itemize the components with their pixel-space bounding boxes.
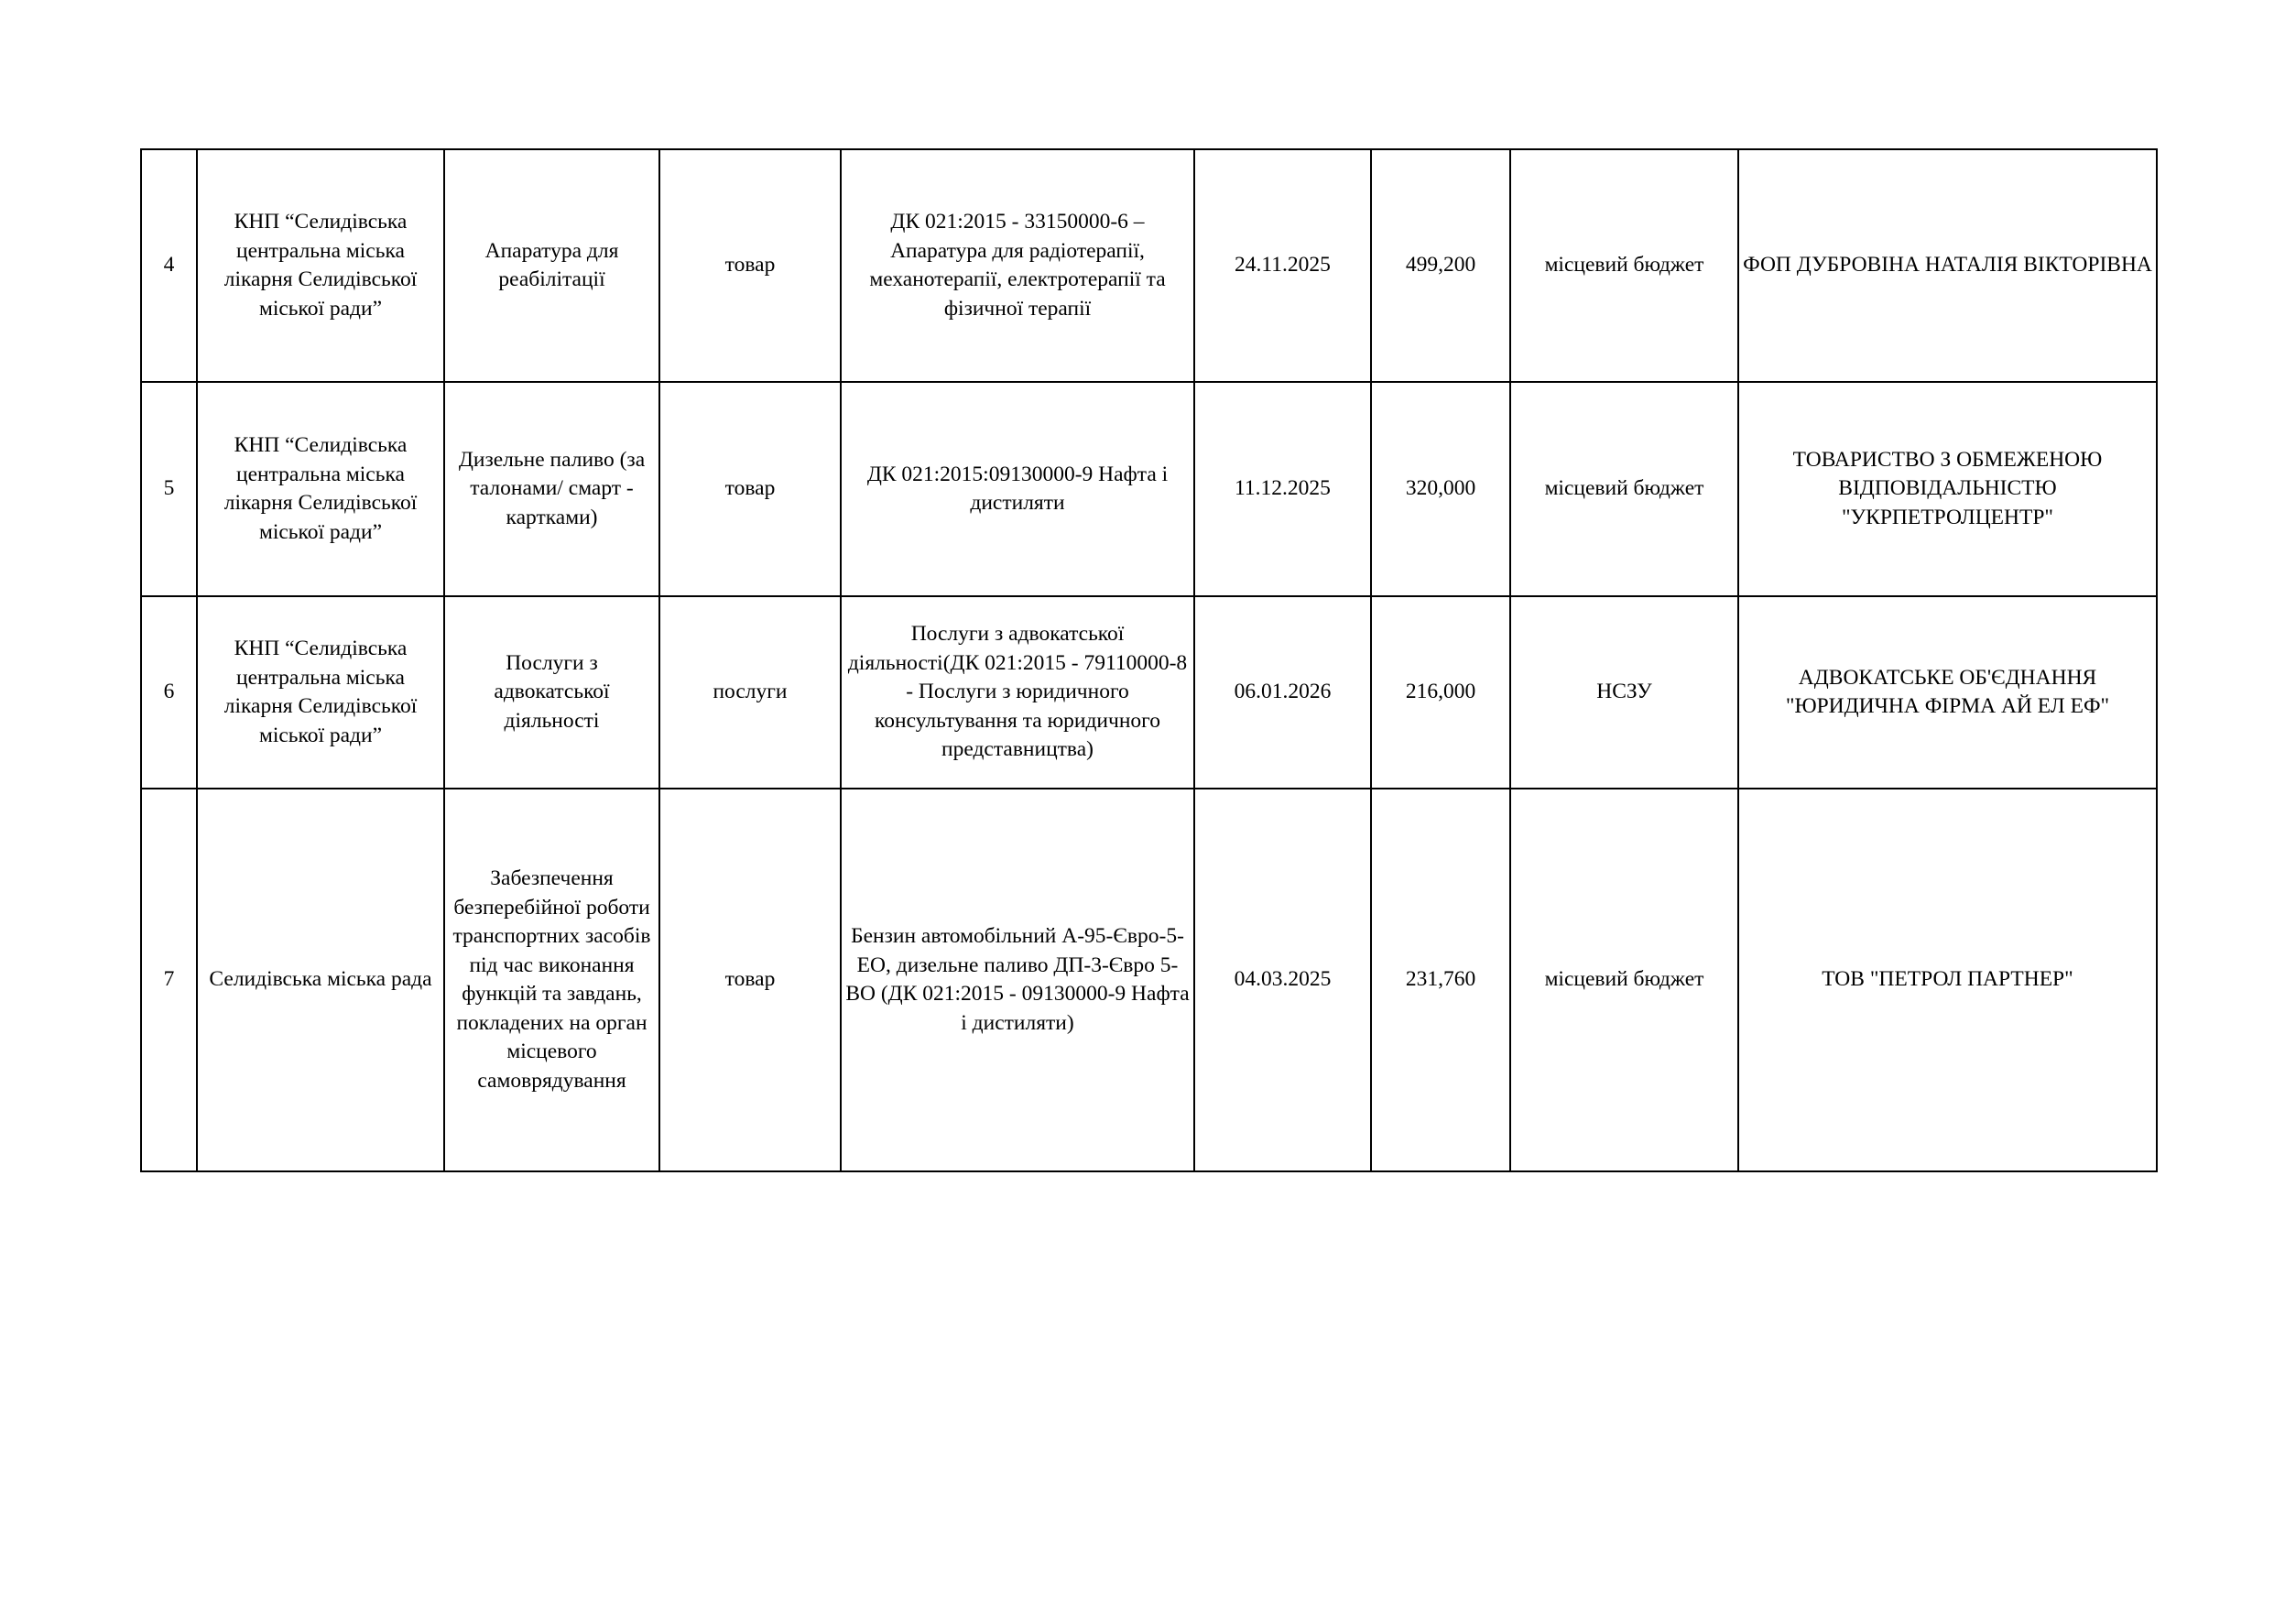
customer-cell: КНП “Селидівська центральна міська лікарня Селидівської міської ради” xyxy=(197,382,444,596)
procurement-type-cell: послуги xyxy=(659,596,841,789)
supplier-cell: ФОП ДУБРОВІНА НАТАЛІЯ ВІКТОРІВНА xyxy=(1738,149,2157,382)
customer-cell: КНП “Селидівська центральна міська лікарня Селидівської міської ради” xyxy=(197,596,444,789)
row-number: 6 xyxy=(141,596,197,789)
funding-source-cell: місцевий бюджет xyxy=(1510,149,1738,382)
date-cell: 06.01.2026 xyxy=(1194,596,1371,789)
table-row xyxy=(141,596,2157,789)
classification-code-cell: ДК 021:2015 - 33150000-6 – Апаратура для радіотерапії, механотерапії, електротерапії та фізичної терапії xyxy=(841,149,1194,382)
subject-cell: Послуги з адвокатської діяльності xyxy=(444,596,659,789)
date-cell: 24.11.2025 xyxy=(1194,149,1371,382)
customer-cell: КНП “Селидівська центральна міська лікарня Селидівської міської ради” xyxy=(197,149,444,382)
row-number: 4 xyxy=(141,149,197,382)
amount-cell: 216,000 xyxy=(1371,596,1510,789)
funding-source-cell: місцевий бюджет xyxy=(1510,382,1738,596)
procurement-table xyxy=(140,148,2158,1172)
supplier-cell: ТОВ "ПЕТРОЛ ПАРТНЕР" xyxy=(1738,789,2157,1171)
subject-cell: Дизельне паливо (за талонами/ смарт - картками) xyxy=(444,382,659,596)
funding-source-cell: НСЗУ xyxy=(1510,596,1738,789)
amount-cell: 499,200 xyxy=(1371,149,1510,382)
amount-cell: 320,000 xyxy=(1371,382,1510,596)
customer-cell: Селидівська міська рада xyxy=(197,789,444,1171)
amount-cell: 231,760 xyxy=(1371,789,1510,1171)
date-cell: 11.12.2025 xyxy=(1194,382,1371,596)
procurement-type-cell: товар xyxy=(659,789,841,1171)
row-number: 7 xyxy=(141,789,197,1171)
classification-code-cell: ДК 021:2015:09130000-9 Нафта і дистиляти xyxy=(841,382,1194,596)
funding-source-cell: місцевий бюджет xyxy=(1510,789,1738,1171)
classification-code-cell: Послуги з адвокатської діяльності(ДК 021:2015 - 79110000-8 - Послуги з юридичного консультування та юридичного представництва) xyxy=(841,596,1194,789)
classification-code-cell: Бензин автомобільний А-95-Євро-5-ЕО, дизельне паливо ДП-3-Євро 5-ВО (ДК 021:2015 - 09130000-9 Нафта і дистиляти) xyxy=(841,789,1194,1171)
table-row xyxy=(141,149,2157,382)
date-cell: 04.03.2025 xyxy=(1194,789,1371,1171)
supplier-cell: ТОВАРИСТВО З ОБМЕЖЕНОЮ ВІДПОВІДАЛЬНІСТЮ "УКРПЕТРОЛЦЕНТР" xyxy=(1738,382,2157,596)
procurement-type-cell: товар xyxy=(659,149,841,382)
table-row xyxy=(141,789,2157,1171)
subject-cell: Забезпечення безперебійної роботи транспортних засобів під час виконання функцій та завдань, покладених на орган місцевого самоврядування xyxy=(444,789,659,1171)
subject-cell: Апаратура для реабілітації xyxy=(444,149,659,382)
supplier-cell: АДВОКАТСЬКЕ ОБ'ЄДНАННЯ "ЮРИДИЧНА ФІРМА АЙ ЕЛ ЕФ" xyxy=(1738,596,2157,789)
table-row xyxy=(141,382,2157,596)
row-number: 5 xyxy=(141,382,197,596)
procurement-type-cell: товар xyxy=(659,382,841,596)
procurement-table-page xyxy=(140,148,2156,1172)
